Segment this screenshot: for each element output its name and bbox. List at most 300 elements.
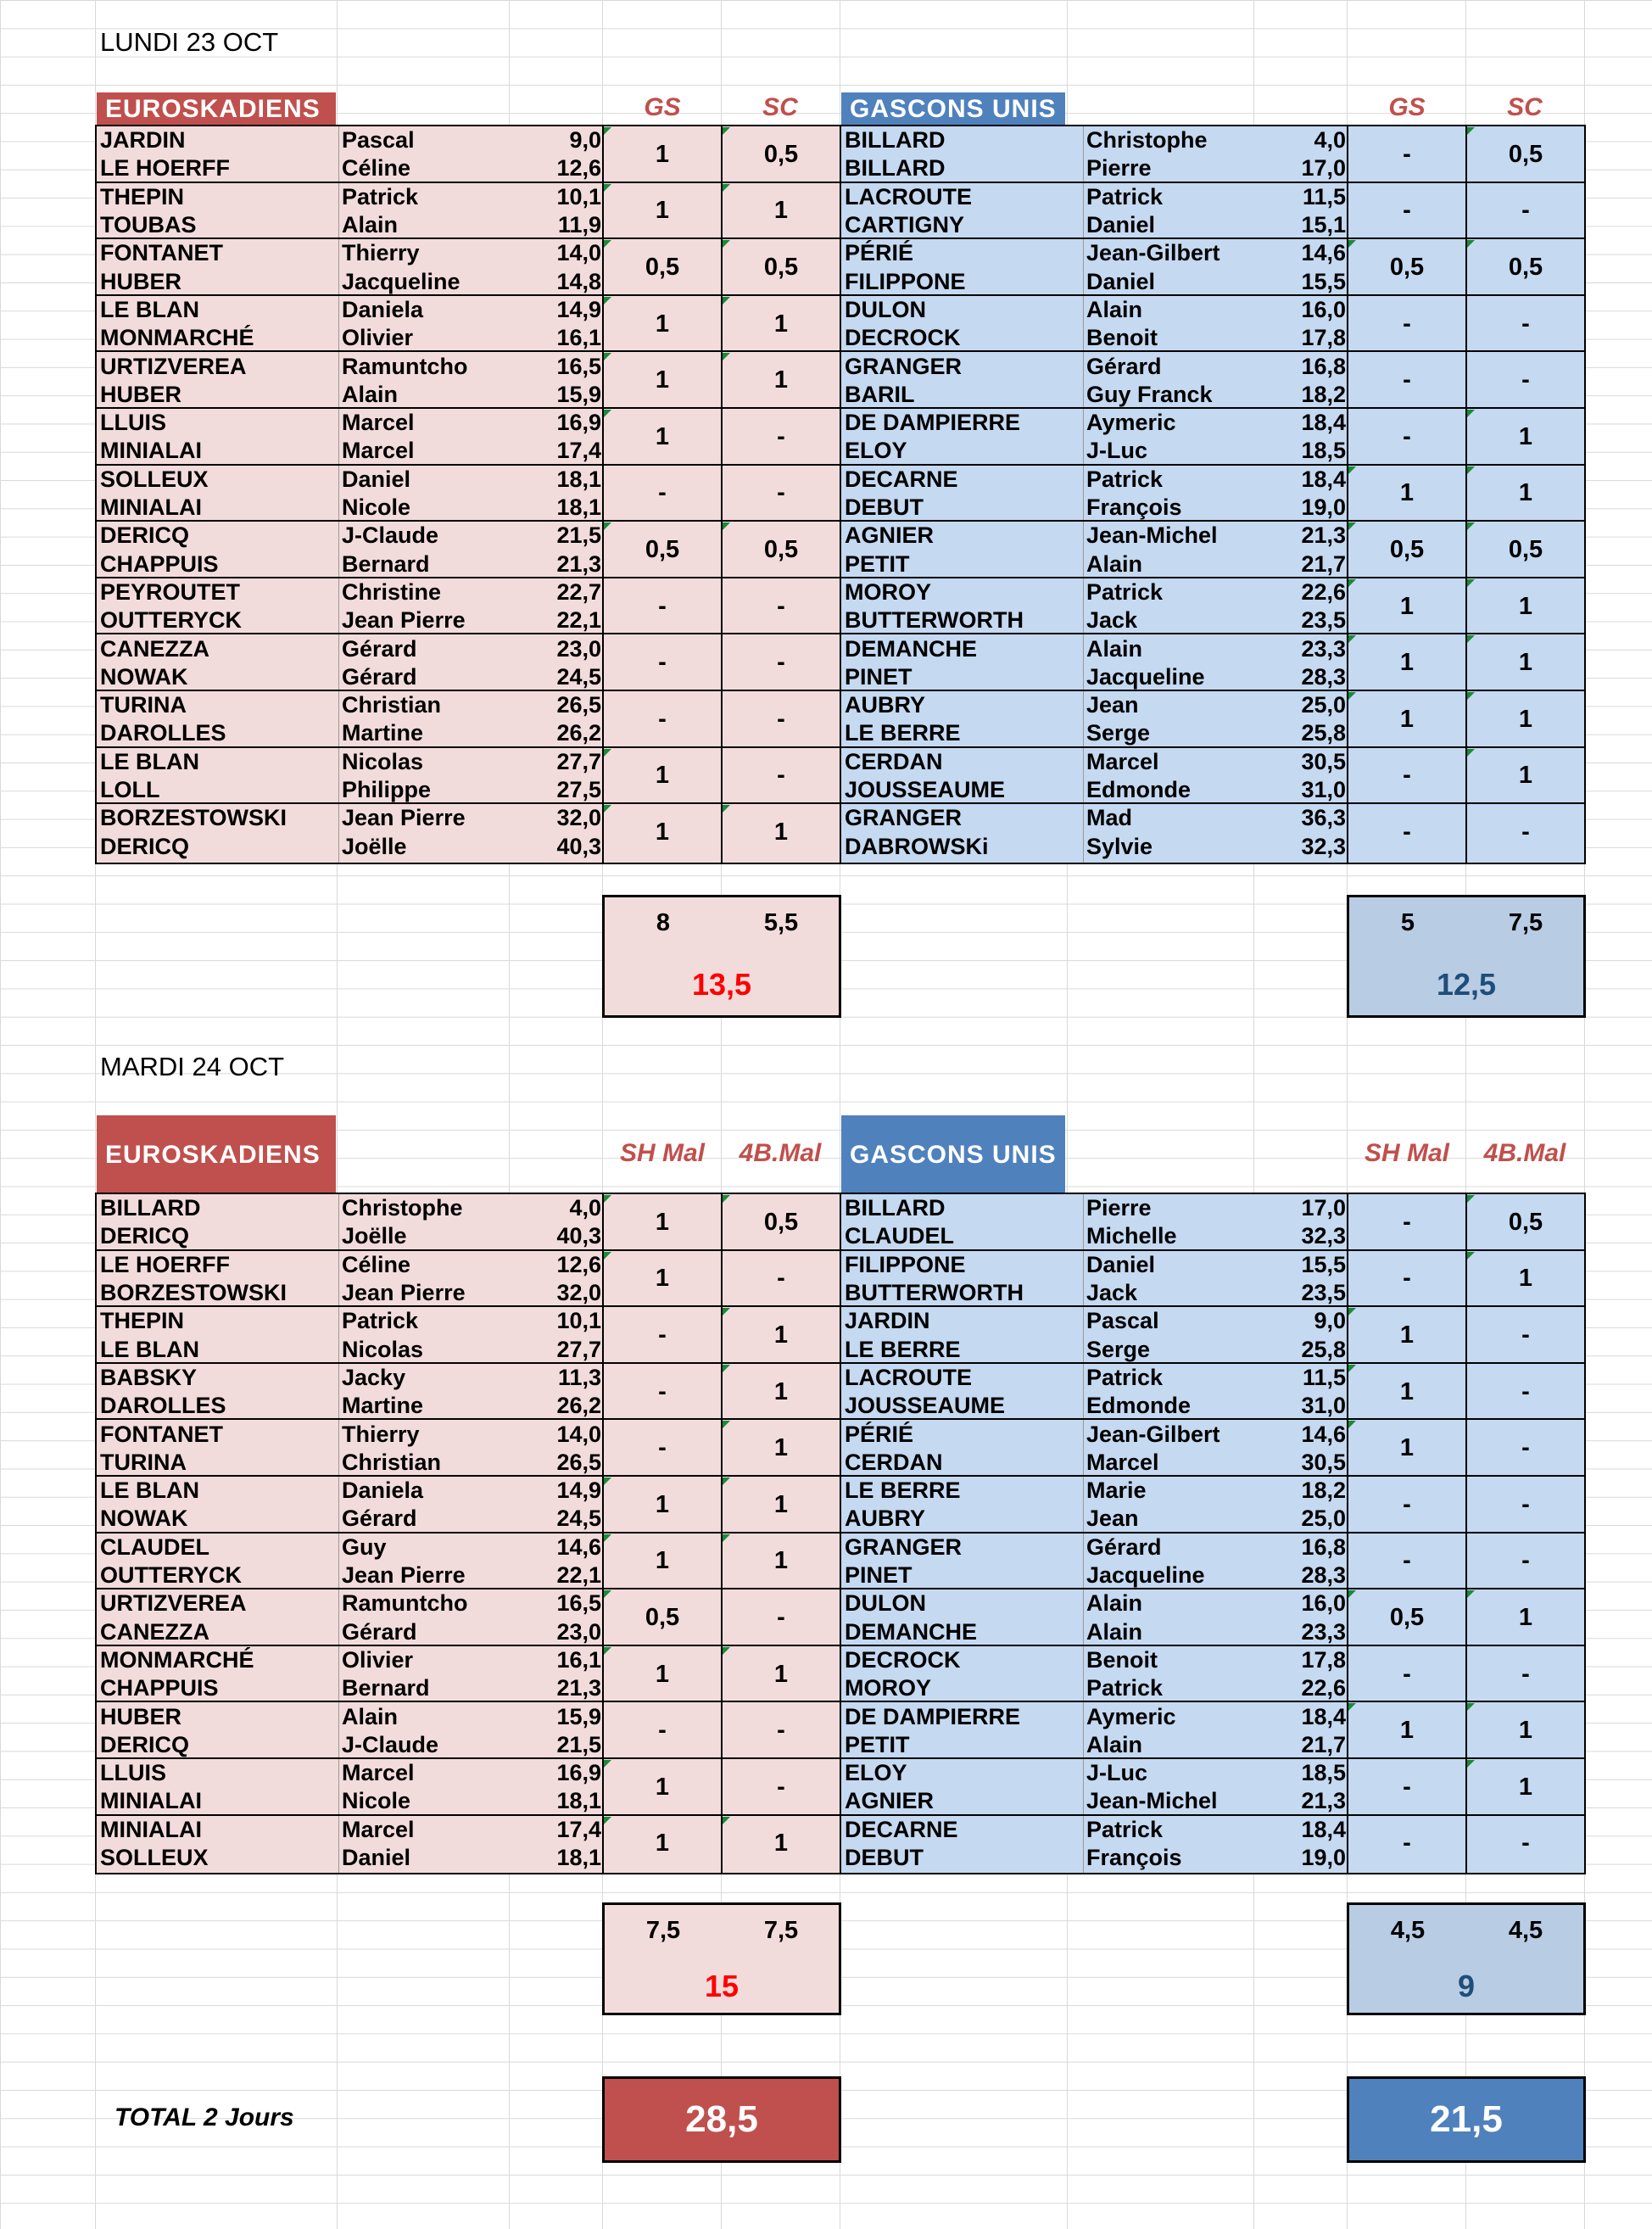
- match-score: 0,5: [1389, 535, 1425, 563]
- player-firstname: Alain: [1086, 1731, 1143, 1757]
- player-handicap: 21,5: [556, 1731, 601, 1757]
- player-surname: CANEZZA: [100, 635, 209, 662]
- match-score: -: [1403, 366, 1411, 394]
- cell-comment-marker: [1348, 466, 1356, 474]
- day1-col1-left: GS: [644, 93, 681, 121]
- player-surname: THEPIN: [100, 1308, 185, 1334]
- match-score: -: [777, 592, 785, 620]
- match-score: -: [777, 1717, 785, 1745]
- match-score: -: [658, 1321, 667, 1349]
- player-handicap: 10,1: [556, 1308, 601, 1334]
- player-handicap: 18,4: [1301, 466, 1346, 492]
- player-surname: URTIZVEREA: [100, 1590, 247, 1617]
- match-score: 1: [655, 1773, 670, 1801]
- total-right: 21,5: [1347, 2076, 1586, 2163]
- player-handicap: 16,9: [556, 1760, 601, 1786]
- player-firstname: Patrick: [1086, 578, 1164, 605]
- player-handicap: 19,0: [1301, 494, 1346, 521]
- player-firstname: Pierre: [1086, 1195, 1152, 1221]
- player-firstname: Bernard: [342, 550, 430, 577]
- player-firstname: Edmonde: [1086, 1393, 1192, 1419]
- player-surname: LE BERRE: [845, 720, 961, 746]
- player-surname: PÉRIÉ: [845, 240, 914, 266]
- player-surname: LE BLAN: [100, 748, 199, 774]
- total-left: 28,5: [602, 2076, 841, 2163]
- player-handicap: 9,0: [1314, 1308, 1346, 1334]
- player-surname: TURINA: [100, 1449, 187, 1475]
- player-handicap: 23,5: [1301, 607, 1346, 634]
- match-score: -: [658, 1717, 667, 1745]
- player-surname: AUBRY: [845, 692, 926, 718]
- cell-comment-marker: [1348, 1421, 1356, 1428]
- player-firstname: Benoit: [1086, 325, 1158, 351]
- match-score: -: [1403, 1660, 1411, 1688]
- player-surname: ELOY: [845, 1760, 907, 1786]
- player-surname: BILLARD: [100, 1195, 201, 1221]
- player-firstname: Alain: [1086, 635, 1143, 662]
- player-surname: AGNIER: [845, 1788, 935, 1814]
- match-score: -: [658, 1434, 667, 1462]
- player-surname: LE HOERFF: [100, 1251, 230, 1277]
- player-firstname: Gérard: [1086, 353, 1162, 379]
- player-surname: DERICQ: [100, 833, 190, 859]
- cell-comment-marker: [604, 1590, 611, 1598]
- match-score: 1: [655, 1660, 670, 1688]
- player-handicap: 16,8: [1301, 1533, 1346, 1560]
- player-handicap: 31,0: [1301, 777, 1346, 803]
- player-firstname: Marie: [1086, 1478, 1147, 1504]
- player-firstname: Nicole: [342, 1788, 411, 1814]
- player-handicap: 36,3: [1301, 805, 1346, 831]
- player-surname: FILIPPONE: [845, 1251, 966, 1277]
- match-score: 1: [655, 1547, 670, 1575]
- player-handicap: 16,0: [1301, 296, 1346, 322]
- player-firstname: Jean Pierre: [342, 1562, 466, 1589]
- cell-comment-marker: [1467, 410, 1475, 417]
- player-surname: CERDAN: [845, 748, 943, 774]
- player-firstname: Christophe: [1086, 127, 1208, 154]
- player-surname: NOWAK: [100, 1506, 188, 1532]
- player-surname: SOLLEUX: [100, 1845, 209, 1871]
- player-handicap: 19,0: [1301, 1845, 1346, 1871]
- player-handicap: 16,1: [556, 1646, 601, 1673]
- player-surname: BABSKY: [100, 1364, 198, 1390]
- match-score: -: [1403, 1547, 1411, 1575]
- cell-comment-marker: [604, 805, 611, 813]
- player-surname: PINET: [845, 1562, 913, 1589]
- cell-comment-marker: [604, 1760, 611, 1768]
- player-firstname: J-Luc: [1086, 1760, 1148, 1786]
- player-surname: MINIALAI: [100, 1816, 202, 1842]
- player-surname: DULON: [845, 1590, 926, 1617]
- player-firstname: Gérard: [342, 1506, 417, 1532]
- player-firstname: Patrick: [1086, 1364, 1164, 1390]
- player-firstname: Daniel: [342, 466, 411, 492]
- player-handicap: 10,1: [556, 183, 601, 209]
- player-surname: LE BLAN: [100, 296, 199, 322]
- player-handicap: 27,7: [556, 1336, 601, 1362]
- player-firstname: Pascal: [342, 127, 415, 154]
- player-handicap: 14,9: [556, 1478, 601, 1504]
- player-surname: FONTANET: [100, 1421, 223, 1447]
- player-surname: CHAPPUIS: [100, 550, 219, 577]
- match-score: 1: [1518, 1717, 1533, 1745]
- match-score: 1: [773, 366, 789, 394]
- match-score: 0,5: [1508, 140, 1543, 168]
- cell-comment-marker: [723, 1534, 730, 1542]
- cell-comment-marker: [723, 240, 730, 248]
- player-surname: HUBER: [100, 381, 182, 407]
- cell-comment-marker: [604, 240, 611, 248]
- player-handicap: 28,3: [1301, 1562, 1346, 1589]
- match-score: -: [777, 1603, 785, 1631]
- player-firstname: Aymeric: [1086, 410, 1176, 436]
- player-handicap: 17,4: [556, 1816, 601, 1842]
- cell-comment-marker: [604, 522, 611, 530]
- player-firstname: Jean Pierre: [342, 805, 466, 831]
- player-firstname: Jean: [1086, 692, 1139, 718]
- day1-left-sub1: 8: [656, 909, 671, 936]
- player-surname: DEBUT: [845, 494, 924, 521]
- cell-comment-marker: [1348, 240, 1356, 248]
- day2-col2-left: 4B.Mal: [739, 1139, 822, 1167]
- player-surname: JARDIN: [845, 1308, 930, 1334]
- match-score: 1: [1399, 649, 1415, 677]
- player-handicap: 24,5: [556, 663, 601, 690]
- player-firstname: Joëlle: [342, 1223, 407, 1249]
- player-handicap: 23,0: [556, 635, 601, 662]
- cell-comment-marker: [723, 1421, 730, 1428]
- player-firstname: Pierre: [1086, 155, 1152, 182]
- player-firstname: François: [1086, 1845, 1182, 1871]
- player-surname: BORZESTOWSKI: [100, 1280, 287, 1306]
- day2-col1-right: SH Mal: [1364, 1139, 1450, 1167]
- player-handicap: 21,7: [1301, 1731, 1346, 1757]
- player-firstname: Alain: [342, 381, 399, 407]
- player-firstname: Daniel: [1086, 1251, 1156, 1277]
- player-firstname: Guy: [342, 1533, 387, 1560]
- player-surname: PÉRIÉ: [845, 1421, 914, 1447]
- player-surname: CLAUDEL: [845, 1223, 954, 1249]
- player-firstname: Alain: [1086, 1590, 1143, 1617]
- player-surname: DAROLLES: [100, 720, 226, 746]
- player-firstname: Christine: [342, 578, 442, 605]
- player-surname: CLAUDEL: [100, 1533, 209, 1560]
- player-handicap: 32,0: [556, 805, 601, 831]
- cell-comment-marker: [723, 805, 730, 813]
- player-handicap: 21,5: [556, 522, 601, 549]
- player-firstname: Jean: [1086, 1506, 1139, 1532]
- cell-comment-marker: [604, 1817, 611, 1824]
- player-firstname: Martine: [342, 1393, 424, 1419]
- match-score: -: [1403, 197, 1411, 225]
- match-score: 1: [655, 762, 670, 790]
- player-firstname: Pascal: [1086, 1308, 1159, 1334]
- player-handicap: 27,7: [556, 748, 601, 774]
- cell-comment-marker: [604, 749, 611, 757]
- player-handicap: 17,0: [1301, 155, 1346, 182]
- match-score: 1: [773, 1321, 789, 1349]
- cell-comment-marker: [604, 127, 611, 135]
- player-firstname: Patrick: [1086, 1675, 1164, 1701]
- player-firstname: Céline: [342, 155, 411, 182]
- player-firstname: Patrick: [342, 183, 419, 209]
- player-handicap: 32,3: [1301, 833, 1346, 859]
- player-handicap: 23,5: [1301, 1280, 1346, 1306]
- player-handicap: 15,5: [1301, 1251, 1346, 1277]
- cell-comment-marker: [723, 1478, 730, 1485]
- day1-col2-right: SC: [1507, 93, 1543, 121]
- cell-comment-marker: [604, 1195, 611, 1203]
- player-handicap: 15,9: [556, 381, 601, 407]
- match-score: -: [1521, 1434, 1530, 1462]
- player-firstname: Ramuntcho: [342, 1590, 468, 1617]
- player-firstname: Thierry: [342, 240, 420, 266]
- player-surname: LLUIS: [100, 1760, 166, 1786]
- player-handicap: 18,4: [1301, 410, 1346, 436]
- match-score: -: [1521, 1377, 1530, 1405]
- player-handicap: 22,6: [1301, 578, 1346, 605]
- player-firstname: Marcel: [1086, 748, 1159, 774]
- player-handicap: 17,8: [1301, 1646, 1346, 1673]
- player-surname: BILLARD: [845, 1195, 946, 1221]
- match-score: -: [658, 705, 667, 733]
- cell-comment-marker: [1467, 749, 1475, 757]
- match-score: 1: [1399, 1717, 1415, 1745]
- player-surname: GRANGER: [845, 353, 963, 379]
- player-handicap: 18,4: [1301, 1703, 1346, 1729]
- player-surname: ELOY: [845, 438, 907, 464]
- match-score: -: [1521, 1830, 1530, 1858]
- player-handicap: 12,6: [556, 1251, 601, 1277]
- player-handicap: 32,3: [1301, 1223, 1346, 1249]
- player-handicap: 14,8: [556, 268, 601, 294]
- cell-comment-marker: [723, 1195, 730, 1203]
- cell-comment-marker: [723, 1308, 730, 1316]
- player-surname: TURINA: [100, 692, 187, 718]
- player-firstname: Christian: [342, 692, 442, 718]
- player-surname: LACROUTE: [845, 183, 972, 209]
- player-surname: CERDAN: [845, 1449, 943, 1475]
- player-firstname: François: [1086, 494, 1182, 521]
- player-handicap: 24,5: [556, 1506, 601, 1532]
- player-handicap: 11,5: [1302, 183, 1346, 209]
- match-score: -: [1403, 422, 1411, 450]
- cell-comment-marker: [1348, 579, 1356, 587]
- player-firstname: Alain: [1086, 550, 1143, 577]
- player-surname: CARTIGNY: [845, 212, 964, 238]
- player-surname: AUBRY: [845, 1506, 926, 1532]
- player-handicap: 11,3: [557, 1364, 601, 1390]
- cell-comment-marker: [604, 353, 611, 360]
- cell-comment-marker: [723, 1365, 730, 1372]
- player-handicap: 22,6: [1301, 1675, 1346, 1701]
- player-firstname: Daniela: [342, 1478, 424, 1504]
- player-firstname: Olivier: [342, 1646, 414, 1673]
- cell-comment-marker: [1467, 466, 1475, 474]
- player-handicap: 30,5: [1301, 1449, 1346, 1475]
- day2-col2-right: 4B.Mal: [1483, 1139, 1566, 1167]
- day1-left-total: 13,5: [691, 967, 752, 1002]
- player-firstname: Gérard: [342, 663, 417, 690]
- match-score: 1: [773, 310, 789, 338]
- player-surname: DERICQ: [100, 522, 190, 549]
- player-handicap: 21,7: [1301, 550, 1346, 577]
- cell-comment-marker: [604, 1252, 611, 1260]
- match-score: 0,5: [1508, 253, 1543, 281]
- player-surname: LACROUTE: [845, 1364, 972, 1390]
- day2-col1-left: SH Mal: [619, 1139, 706, 1167]
- player-firstname: Marcel: [342, 438, 415, 464]
- day1-left-table: [95, 125, 841, 864]
- match-score: 1: [655, 140, 670, 168]
- day2-left-sub2: 7,5: [763, 1917, 799, 1944]
- player-handicap: 30,5: [1301, 748, 1346, 774]
- player-firstname: Jean-Gilbert: [1086, 240, 1220, 266]
- player-handicap: 17,8: [1301, 325, 1346, 351]
- day1-col1-right: GS: [1388, 93, 1426, 121]
- player-surname: THEPIN: [100, 183, 185, 209]
- match-score: 0,5: [1389, 253, 1425, 281]
- cell-comment-marker: [604, 1534, 611, 1542]
- day1-right-sub1: 5: [1400, 909, 1415, 936]
- player-surname: JARDIN: [100, 127, 186, 154]
- cell-comment-marker: [1467, 127, 1475, 135]
- player-surname: MONMARCHÉ: [100, 325, 254, 351]
- day1-right-total: 12,5: [1436, 967, 1497, 1002]
- player-surname: DECARNE: [845, 1816, 958, 1842]
- player-firstname: Daniel: [1086, 212, 1156, 238]
- player-firstname: Nicolas: [342, 1336, 424, 1362]
- match-score: -: [1521, 818, 1530, 846]
- player-handicap: 25,8: [1301, 720, 1346, 746]
- player-handicap: 18,4: [1301, 1816, 1346, 1842]
- player-handicap: 21,3: [556, 550, 601, 577]
- player-firstname: Jacqueline: [342, 268, 460, 294]
- player-firstname: Daniel: [342, 1845, 411, 1871]
- match-score: -: [658, 592, 667, 620]
- player-surname: FILIPPONE: [845, 268, 966, 294]
- player-handicap: 18,1: [556, 466, 601, 492]
- player-handicap: 25,0: [1301, 1506, 1346, 1532]
- player-surname: OUTTERYCK: [100, 1562, 242, 1589]
- player-firstname: Daniela: [342, 296, 424, 322]
- player-firstname: J-Luc: [1086, 438, 1148, 464]
- player-handicap: 23,3: [1301, 635, 1346, 662]
- cell-comment-marker: [1467, 522, 1475, 530]
- player-firstname: Marcel: [342, 1816, 415, 1842]
- player-firstname: Patrick: [1086, 183, 1164, 209]
- player-firstname: Jacky: [342, 1364, 406, 1390]
- player-surname: DEMANCHE: [845, 635, 978, 662]
- match-score: -: [777, 479, 785, 507]
- player-surname: PEYROUTET: [100, 578, 241, 605]
- match-score: -: [1521, 197, 1530, 225]
- player-handicap: 27,5: [556, 777, 601, 803]
- player-handicap: 32,0: [556, 1280, 601, 1306]
- player-surname: PETIT: [845, 1731, 910, 1757]
- day1-left-summary: [602, 895, 841, 1018]
- player-firstname: Martine: [342, 720, 424, 746]
- day2-team-left-header: EUROSKADIENS: [97, 1115, 336, 1194]
- player-firstname: Alain: [1086, 1618, 1143, 1645]
- day1-right-sub2: 7,5: [1508, 909, 1543, 936]
- day2-left-total: 15: [704, 1969, 739, 2003]
- match-score: -: [1403, 1208, 1411, 1236]
- cell-comment-marker: [723, 353, 730, 360]
- player-firstname: Jean-Gilbert: [1086, 1421, 1220, 1447]
- match-score: 1: [773, 1547, 789, 1575]
- player-firstname: Céline: [342, 1251, 411, 1277]
- match-score: -: [658, 479, 667, 507]
- player-handicap: 21,3: [1301, 1788, 1346, 1814]
- player-handicap: 40,3: [556, 1223, 601, 1249]
- player-handicap: 18,1: [556, 494, 601, 521]
- player-firstname: Edmonde: [1086, 777, 1192, 803]
- player-surname: OUTTERYCK: [100, 607, 242, 634]
- player-firstname: Serge: [1086, 720, 1151, 746]
- cell-comment-marker: [1467, 1252, 1475, 1260]
- day2-left-table: [95, 1193, 841, 1874]
- cell-comment-marker: [1467, 1703, 1475, 1711]
- match-score: 1: [1399, 592, 1415, 620]
- match-score: 1: [773, 1490, 789, 1518]
- player-handicap: 18,1: [556, 1845, 601, 1871]
- cell-comment-marker: [1467, 579, 1475, 587]
- match-score: 1: [655, 366, 670, 394]
- player-handicap: 16,5: [556, 353, 601, 379]
- match-score: 1: [655, 310, 670, 338]
- player-handicap: 17,4: [556, 438, 601, 464]
- player-surname: BUTTERWORTH: [845, 607, 1024, 634]
- player-firstname: Alain: [342, 1703, 399, 1729]
- player-firstname: Christophe: [342, 1195, 463, 1221]
- match-score: -: [658, 1377, 667, 1405]
- player-firstname: Jean Pierre: [342, 607, 466, 634]
- cell-comment-marker: [604, 1647, 611, 1655]
- cell-comment-marker: [723, 1817, 730, 1824]
- player-handicap: 18,2: [1301, 381, 1346, 407]
- cell-comment-marker: [1467, 240, 1475, 248]
- match-score: 1: [773, 1660, 789, 1688]
- match-score: -: [1403, 310, 1411, 338]
- match-score: 1: [1399, 1377, 1415, 1405]
- player-firstname: Nicole: [342, 494, 411, 521]
- cell-comment-marker: [604, 1478, 611, 1485]
- match-score: 1: [1399, 479, 1415, 507]
- match-score: -: [1403, 1265, 1411, 1293]
- player-surname: BUTTERWORTH: [845, 1280, 1024, 1306]
- match-score: -: [1521, 1490, 1530, 1518]
- player-handicap: 14,0: [556, 1421, 601, 1447]
- player-surname: GRANGER: [845, 805, 963, 831]
- cell-comment-marker: [604, 410, 611, 417]
- player-firstname: Alain: [342, 212, 399, 238]
- player-firstname: Gérard: [1086, 1533, 1162, 1560]
- match-score: 1: [655, 818, 670, 846]
- match-score: 1: [1518, 1265, 1533, 1293]
- player-surname: DEMANCHE: [845, 1618, 978, 1645]
- player-handicap: 40,3: [556, 833, 601, 859]
- player-surname: HUBER: [100, 268, 182, 294]
- match-score: -: [777, 649, 785, 677]
- cell-comment-marker: [1348, 692, 1356, 700]
- player-surname: BILLARD: [845, 155, 946, 182]
- cell-comment-marker: [723, 127, 730, 135]
- player-surname: LOLL: [100, 777, 160, 803]
- match-score: 1: [1518, 592, 1533, 620]
- match-score: 1: [655, 1830, 670, 1858]
